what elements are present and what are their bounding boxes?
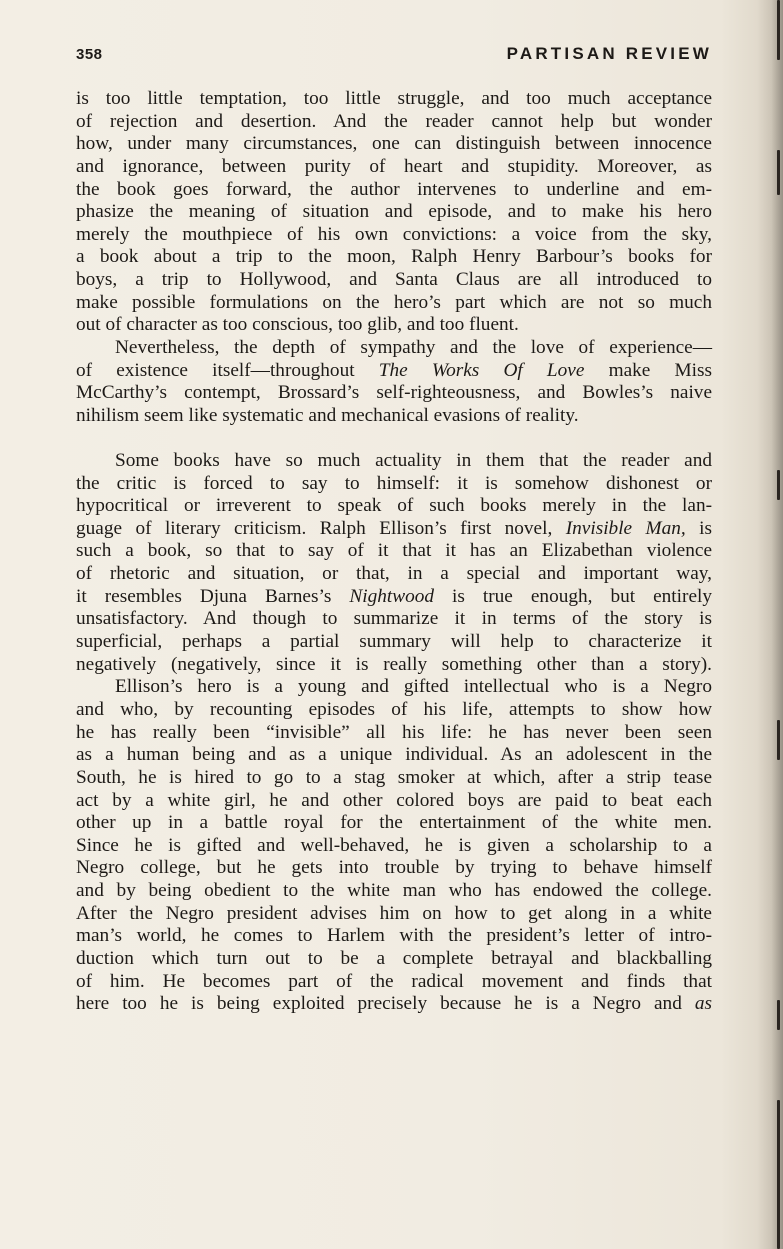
- text-line: unsatisfactory. And though to summarize it in terms of the story is: [76, 608, 712, 630]
- page-number: 358: [76, 46, 103, 63]
- text-line: South, he is hired to go to a stag smoker at which, after a strip tease: [76, 766, 712, 788]
- text-line: phasize the meaning of situation and episode, and to make his hero: [76, 201, 712, 223]
- text-line: Negro college, but he gets into trouble by trying to behave himself: [76, 857, 712, 879]
- paragraph: [76, 88, 712, 337]
- text-line: Nevertheless, the depth of sympathy and the love of experience—: [115, 337, 712, 359]
- text-line: and ignorance, between purity of heart and stupidity. Moreover, as: [76, 155, 712, 177]
- text-line: the book goes forward, the author intervenes to underline and em-: [76, 178, 712, 200]
- text-line: of him. He becomes part of the radical movement and finds that: [76, 970, 712, 992]
- paragraph: [76, 676, 712, 1016]
- text-line: how, under many circumstances, one can distinguish between innocence: [76, 133, 712, 155]
- text-line: [76, 586, 712, 609]
- text-line: act by a white girl, he and other colored boys are paid to beat each: [76, 789, 712, 811]
- text-line: and who, by recounting episodes of his life, attempts to show how: [76, 698, 712, 720]
- text-span: is true enough, but entirely: [434, 585, 712, 607]
- book-title: Invisible Man,: [565, 517, 686, 539]
- section-break: [76, 428, 712, 450]
- page-edge-mark: [777, 470, 780, 500]
- text-line: boys, a trip to Hollywood, and Santa Claus are all introduced to: [76, 269, 712, 291]
- text-line: a book about a trip to the moon, Ralph Henry Barbour’s books for: [76, 246, 712, 268]
- text-line: make possible formulations on the hero’s part which are not so much: [76, 291, 712, 313]
- text-span: is: [685, 517, 712, 539]
- book-title: The Works Of Love: [378, 359, 585, 381]
- text-line: Ellison’s hero is a young and gifted intellectual who is a Negro: [115, 676, 712, 698]
- text-line: duction which turn out to be a complete betrayal and blackballing: [76, 948, 712, 969]
- text-line: superficial, perhaps a partial summary will help to characterize it: [76, 631, 712, 653]
- text-line: Some books have so much actuality in them that the reader and: [115, 449, 712, 471]
- text-line: man’s world, he comes to Harlem with the president’s letter of intro-: [76, 925, 712, 947]
- text-line: and by being obedient to the white man who has endowed the college.: [76, 880, 712, 902]
- text-line: is too little temptation, too little struggle, and too much acceptance: [76, 88, 712, 109]
- book-title: Nightwood: [349, 585, 435, 607]
- text-span: it resembles Djuna Barnes’s: [76, 585, 350, 607]
- page-edge-mark: [777, 0, 780, 60]
- page-edge-mark: [777, 150, 780, 195]
- page-edge-mark: [777, 1000, 780, 1030]
- text-line: as a human being and as a unique individual. As an adolescent in the: [76, 744, 712, 766]
- text-line: merely the mouthpiece of his own convictions: a voice from the sky,: [76, 223, 712, 245]
- text-span: make Miss: [584, 359, 712, 381]
- text-line: [76, 518, 712, 541]
- text-line: Since he is gifted and well-behaved, he is given a scholarship to a: [76, 834, 712, 856]
- text-line: of rhetoric and situation, or that, in a special and important way,: [76, 563, 712, 585]
- page-edge-mark: [777, 720, 780, 760]
- text-line: out of character as too conscious, too glib, and too fluent.: [76, 314, 519, 336]
- text-span: guage of literary criticism. Ralph Ellison’s first novel,: [76, 517, 566, 539]
- text-line: McCarthy’s contempt, Brossard’s self-righteousness, and Bowles’s naive: [76, 382, 712, 404]
- text-line: such a book, so that to say of it that it has an Elizabethan violence: [76, 540, 712, 562]
- paragraph: [76, 337, 712, 428]
- text-line: nihilism seem like systematic and mechanical evasions of reality.: [76, 404, 579, 426]
- paragraph: [76, 450, 712, 676]
- text-line: he has really been “invisible” all his life: he has never been seen: [76, 721, 712, 743]
- article-body: [76, 88, 712, 1016]
- text-line: of rejection and desertion. And the reader cannot help but wonder: [76, 110, 712, 132]
- text-line: [76, 993, 712, 1016]
- text-line: hypocritical or irreverent to speak of such books merely in the lan-: [76, 495, 712, 517]
- page-header: [76, 44, 712, 68]
- text-line: negatively (negatively, since it is really something other than a story).: [76, 653, 712, 675]
- running-head: PARTISAN REVIEW: [506, 44, 712, 63]
- text-line: the critic is forced to say to himself: it is somehow dishonest or: [76, 472, 712, 494]
- text-span: of existence itself—throughout: [76, 359, 379, 381]
- text-line: [76, 360, 712, 383]
- italic-word: as: [694, 993, 712, 1015]
- page-edge-mark: [777, 1100, 780, 1249]
- text-line: other up in a battle royal for the entertainment of the white men.: [76, 812, 712, 834]
- text-span: here too he is being exploited precisely because he is a Negro and: [76, 993, 695, 1015]
- text-line: After the Negro president advises him on how to get along in a white: [76, 902, 712, 924]
